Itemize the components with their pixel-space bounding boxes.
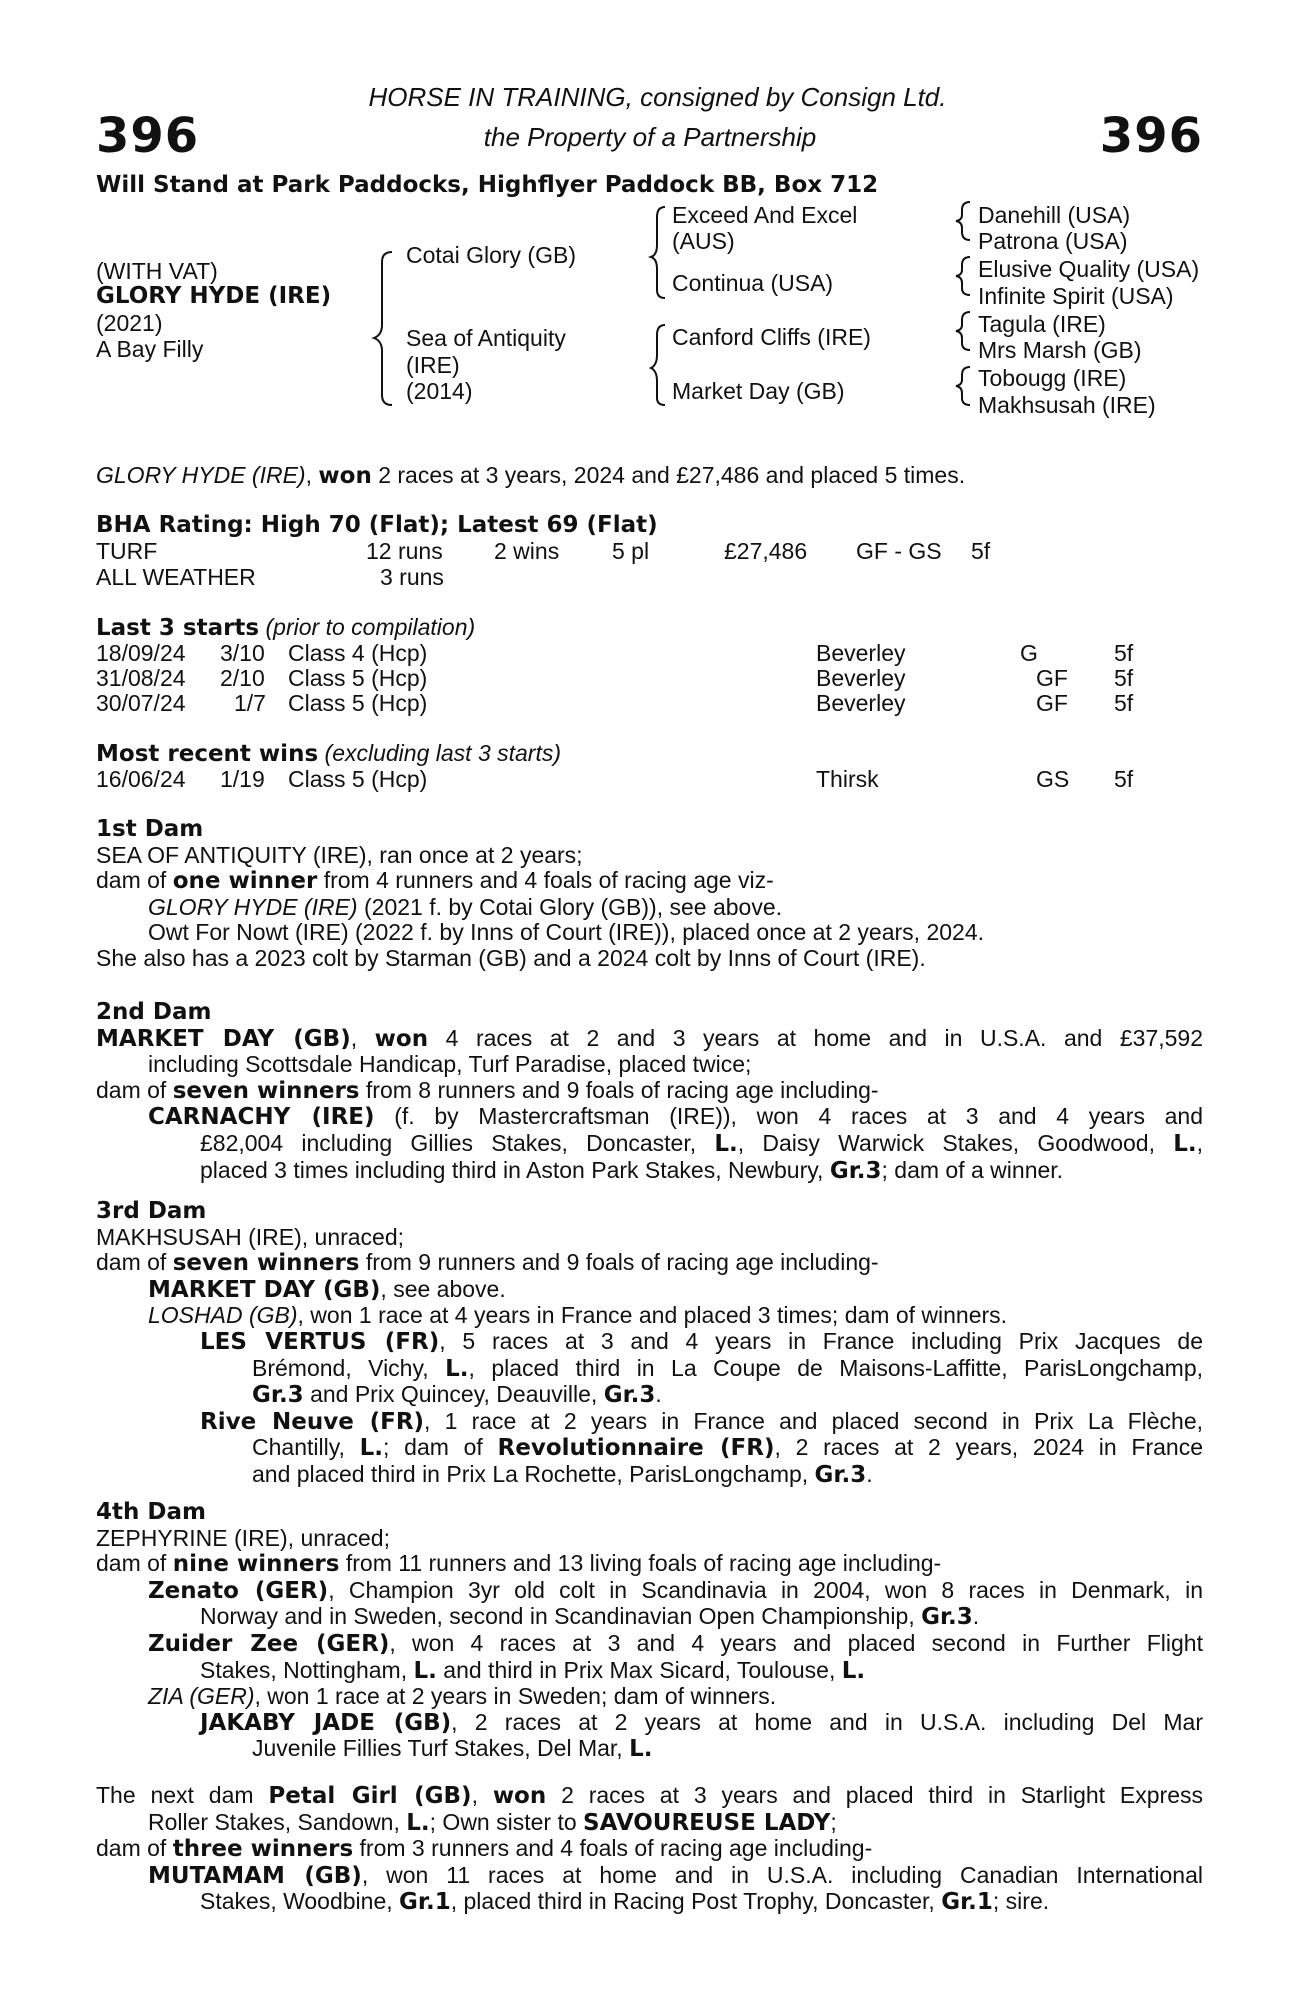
dam-sire: Canford Cliffs (IRE) bbox=[672, 324, 871, 350]
first-dam-section bbox=[96, 817, 1203, 972]
next-dam-line: The next dam Petal Girl (GB), won 2 races at 3 years and placed third in Starlight Express bbox=[96, 1782, 1203, 1809]
first-dam-line: Owt For Nowt (IRE) (2022 f. by Inns of Court (IRE)), placed once at 2 years, 2024. bbox=[148, 919, 985, 946]
turf-runs: 12 runs bbox=[366, 538, 443, 564]
fourth-dam-line: ZIA (GER), won 1 race at 2 years in Sweden; dam of winners. bbox=[148, 1683, 777, 1710]
third-dam-line: LOSHAD (GB), won 1 race at 4 years in France and placed 3 times; dam of winners. bbox=[148, 1302, 1008, 1329]
fourth-dam-line: ZEPHYRINE (IRE), unraced; bbox=[96, 1524, 390, 1551]
turf-prize-money: £27,486 bbox=[724, 538, 808, 564]
sire: Cotai Glory (GB) bbox=[406, 242, 576, 268]
run-course: Beverley bbox=[816, 665, 906, 691]
fourth-dam-line: Stakes, Nottingham, L. and third in Prix Max Sicard, Toulouse, L. bbox=[200, 1656, 866, 1684]
sire-sire-country: (AUS) bbox=[672, 228, 735, 254]
stand-line: Will Stand at Park Paddocks, Highflyer Paddock BB, Box 712 bbox=[96, 172, 879, 198]
turf-placed: 5 pl bbox=[612, 538, 650, 564]
ggp-1: Danehill (USA) bbox=[978, 202, 1131, 228]
second-dam-line: £82,004 including Gillies Stakes, Doncaster, L., Daisy Warwick Stakes, Goodwood, L., bbox=[200, 1129, 1203, 1157]
third-dam-line: Brémond, Vichy, L., placed third in La Coupe de Maisons-Laffitte, ParisLongchamp, bbox=[252, 1354, 1203, 1382]
run-date: 18/09/24 bbox=[96, 640, 186, 666]
run-position: 1/7 bbox=[234, 690, 266, 716]
fourth-dam-line: Juvenile Fillies Turf Stakes, Del Mar, L. bbox=[252, 1735, 653, 1763]
recent-wins-heading bbox=[96, 740, 561, 767]
third-dam-line: MARKET DAY (GB), see above. bbox=[148, 1275, 506, 1303]
run-date: 31/08/24 bbox=[96, 665, 186, 691]
next-dam-line: Roller Stakes, Sandown, L.; Own sister to SAVOUREUSE LADY; bbox=[148, 1808, 837, 1836]
ggp-2: Patrona (USA) bbox=[978, 228, 1128, 254]
consignor-line: HORSE IN TRAINING, consigned by Consign Ltd. bbox=[368, 82, 947, 112]
recent-wins-note: (excluding last 3 starts) bbox=[324, 740, 562, 766]
turf-label: TURF bbox=[96, 538, 158, 564]
run-class: Class 4 (Hcp) bbox=[288, 640, 428, 666]
run-going: GS bbox=[1036, 766, 1070, 792]
run-going: G bbox=[1020, 640, 1038, 666]
summary-won: won bbox=[318, 463, 372, 489]
fourth-dam-section bbox=[96, 1500, 1203, 1763]
run-date: 16/06/24 bbox=[96, 766, 186, 792]
property-line: the Property of a Partnership bbox=[483, 122, 817, 152]
run-distance: 5f bbox=[1114, 665, 1134, 691]
run-going: GF bbox=[1036, 690, 1068, 716]
next-dam-line: Stakes, Woodbine, Gr.1, placed third in Racing Post Trophy, Doncaster, Gr.1; sire. bbox=[200, 1888, 1050, 1916]
horse-description: A Bay Filly bbox=[96, 336, 204, 362]
run-distance: 5f bbox=[1114, 766, 1134, 792]
second-dam-line: MARKET DAY (GB), won 4 races at 2 and 3 years at home and in U.S.A. and £37,592 bbox=[96, 1024, 1204, 1052]
third-dam-line: MAKHSUSAH (IRE), unraced; bbox=[96, 1223, 405, 1250]
ggp-8: Makhsusah (IRE) bbox=[978, 392, 1156, 418]
first-dam-line: She also has a 2023 colt by Starman (GB) and a 2024 colt by Inns of Court (IRE). bbox=[96, 944, 926, 971]
dam: Sea of Antiquity bbox=[406, 325, 566, 351]
last3-heading bbox=[96, 614, 475, 641]
third-dam-line: Rive Neuve (FR), 1 race at 2 years in France and placed second in Prix La Flèche, bbox=[200, 1407, 1203, 1435]
aw-label: ALL WEATHER bbox=[96, 564, 256, 590]
lot-number-right: 396 bbox=[1099, 108, 1203, 164]
run-course: Beverley bbox=[816, 640, 906, 666]
turf-wins: 2 wins bbox=[494, 538, 560, 564]
third-dam-line: and placed third in Prix La Rochette, ParisLongchamp, Gr.3. bbox=[252, 1460, 873, 1488]
run-course: Thirsk bbox=[816, 766, 879, 792]
last3-title: Last 3 starts bbox=[96, 615, 260, 641]
turf-going: GF - GS bbox=[856, 538, 942, 564]
first-dam-title: 1st Dam bbox=[96, 816, 204, 842]
second-dam-line: dam of seven winners from 8 runners and 9 foals of racing age including- bbox=[96, 1076, 879, 1104]
third-dam-line: Gr.3 and Prix Quincey, Deauville, Gr.3. bbox=[252, 1381, 662, 1409]
horse-name: GLORY HYDE (IRE) bbox=[96, 283, 332, 309]
vat-label: (WITH VAT) bbox=[96, 258, 218, 284]
fourth-dam-line: dam of nine winners from 11 runners and 13 living foals of racing age including- bbox=[96, 1550, 942, 1578]
third-dam-line: LES VERTUS (FR), 5 races at 3 and 4 years in France including Prix Jacques de bbox=[200, 1327, 1203, 1355]
first-dam-line: dam of one winner from 4 runners and 4 foals of racing age viz- bbox=[96, 867, 774, 895]
first-dam-line: GLORY HYDE (IRE) (2021 f. by Cotai Glory (GB)), see above. bbox=[148, 893, 783, 920]
next-dam-line: MUTAMAM (GB), won 11 races at home and in U.S.A. including Canadian International bbox=[148, 1861, 1203, 1889]
second-dam-line: including Scottsdale Handicap, Turf Paradise, placed twice; bbox=[148, 1051, 752, 1078]
summary-horse-name: GLORY HYDE (IRE) bbox=[96, 462, 306, 488]
second-dam-section bbox=[96, 1000, 1203, 1184]
dam-country: (IRE) bbox=[406, 352, 460, 378]
third-dam-line: dam of seven winners from 9 runners and 9 foals of racing age including- bbox=[96, 1249, 879, 1277]
run-distance: 5f bbox=[1114, 640, 1134, 666]
next-dam-section bbox=[96, 1783, 1203, 1916]
horse-year: (2021) bbox=[96, 310, 163, 336]
run-class: Class 5 (Hcp) bbox=[288, 766, 428, 792]
aw-runs: 3 runs bbox=[380, 564, 444, 590]
bha-rating: BHA Rating: High 70 (Flat); Latest 69 (Flat) bbox=[96, 512, 658, 538]
dam-year: (2014) bbox=[406, 378, 473, 404]
ggp-7: Tobougg (IRE) bbox=[978, 365, 1127, 391]
next-dam-line: dam of three winners from 3 runners and 4 foals of racing age including- bbox=[96, 1835, 873, 1863]
run-position: 3/10 bbox=[220, 640, 265, 666]
run-distance: 5f bbox=[1114, 690, 1134, 716]
ggp-3: Elusive Quality (USA) bbox=[978, 256, 1200, 282]
run-position: 2/10 bbox=[220, 665, 265, 691]
lot-number-left: 396 bbox=[96, 108, 200, 164]
third-dam-line: Chantilly, L.; dam of Revolutionnaire (FR), 2 races at 2 years, 2024 in France bbox=[252, 1434, 1204, 1462]
fourth-dam-line: Zuider Zee (GER), won 4 races at 3 and 4 years and placed second in Further Flight bbox=[148, 1629, 1203, 1657]
run-date: 30/07/24 bbox=[96, 690, 186, 716]
race-summary: GLORY HYDE (IRE), won 2 races at 3 years, 2024 and £27,486 and placed 5 times. bbox=[96, 462, 966, 489]
second-dam-line: CARNACHY (IRE) (f. by Mastercraftsman (IRE)), won 4 races at 3 and 4 years and bbox=[148, 1103, 1204, 1131]
fourth-dam-title: 4th Dam bbox=[96, 1499, 206, 1525]
ggp-5: Tagula (IRE) bbox=[978, 311, 1106, 337]
turf-distance: 5f bbox=[971, 538, 991, 564]
run-position: 1/19 bbox=[220, 766, 265, 792]
second-dam-title: 2nd Dam bbox=[96, 999, 212, 1025]
third-dam-title: 3rd Dam bbox=[96, 1198, 207, 1224]
sire-dam: Continua (USA) bbox=[672, 270, 834, 296]
fourth-dam-line: Zenato (GER), Champion 3yr old colt in Scandinavia in 2004, won 8 races in Denmark, in bbox=[148, 1576, 1203, 1604]
summary-text: 2 races at 3 years, 2024 and £27,486 and placed 5 times. bbox=[371, 462, 966, 488]
ggp-6: Mrs Marsh (GB) bbox=[978, 337, 1142, 363]
first-dam-line: SEA OF ANTIQUITY (IRE), ran once at 2 years; bbox=[96, 841, 583, 868]
fourth-dam-line: JAKABY JADE (GB), 2 races at 2 years at home and in U.S.A. including Del Mar bbox=[200, 1708, 1203, 1736]
third-dam-section bbox=[96, 1199, 1203, 1489]
run-class: Class 5 (Hcp) bbox=[288, 690, 428, 716]
fourth-dam-line: Norway and in Sweden, second in Scandinavian Open Championship, Gr.3. bbox=[200, 1603, 980, 1631]
second-dam-line: placed 3 times including third in Aston Park Stakes, Newbury, Gr.3; dam of a winner. bbox=[200, 1156, 1064, 1184]
sire-sire: Exceed And Excel bbox=[672, 202, 858, 228]
ggp-4: Infinite Spirit (USA) bbox=[978, 283, 1174, 309]
recent-wins-title: Most recent wins bbox=[96, 741, 319, 767]
dam-dam: Market Day (GB) bbox=[672, 378, 845, 404]
run-going: GF bbox=[1036, 665, 1068, 691]
last3-note: (prior to compilation) bbox=[265, 614, 476, 640]
run-class: Class 5 (Hcp) bbox=[288, 665, 428, 691]
run-course: Beverley bbox=[816, 690, 906, 716]
